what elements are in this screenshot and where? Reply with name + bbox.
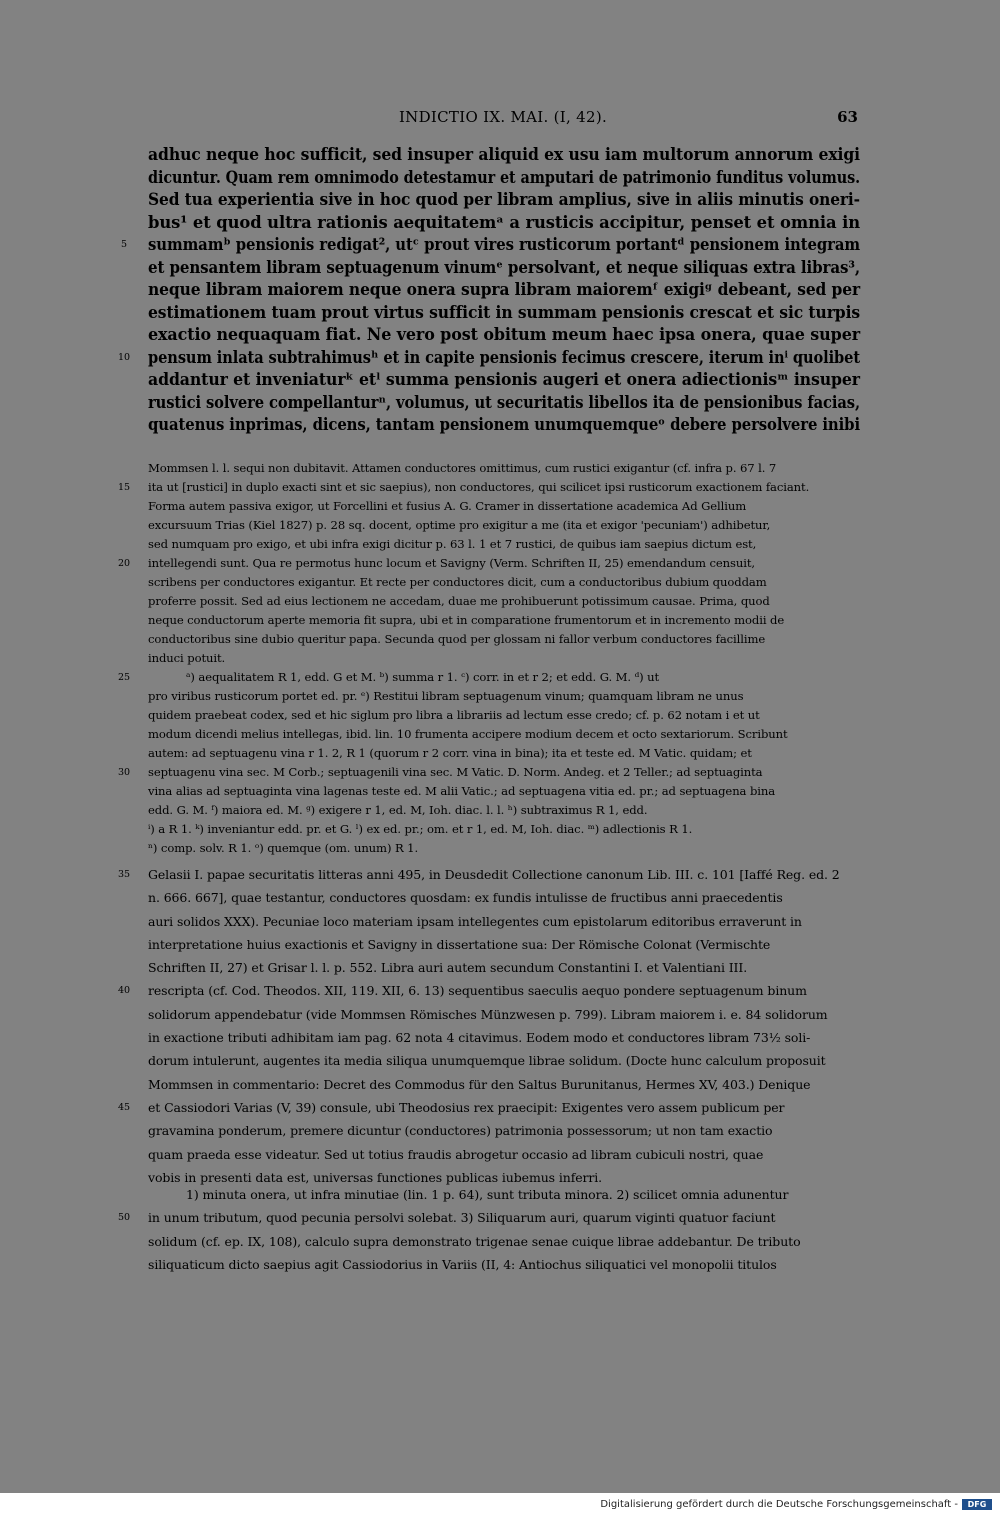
line-text: interpretatione huius exactionis et Savigny in dissertatione sua: Der Römische Colonat (Vermischte xyxy=(148,936,771,952)
line-text: siliquaticum dicto saepius agit Cassiodorius in Variis (II, 4: Antiochus siliquatici vel monopolii titulos xyxy=(148,1256,777,1272)
line-number: 40 xyxy=(118,985,130,997)
running-title: INDICTIO IX. MAI. (I, 42). xyxy=(398,108,608,126)
text-line xyxy=(148,956,860,979)
main-text xyxy=(118,144,861,437)
line-text: summamᵇ pensionis redigat², utᶜ prout vires rusticorum portantᵈ pensionem integram xyxy=(148,235,860,254)
text-line xyxy=(148,497,860,516)
line-text: et Cassiodori Varias (V, 39) consule, ubi Theodosius rex praecipit: Exigentes vero assem publicum per xyxy=(148,1099,785,1115)
line-text: ⁿ) comp. solv. R 1. ᵒ) quemque (om. unum) R 1. xyxy=(148,841,419,855)
text-line xyxy=(148,706,860,725)
text-line xyxy=(148,744,860,763)
line-text: modum dicendi melius intellegas, ibid. lin. 10 frumenta accipere modium decem et octo sextariorum. Scribunt xyxy=(148,727,788,741)
line-text: scribens per conductores exigantur. Et recte per conductores dicit, cum a conductoribus dubium quoddam xyxy=(148,575,767,589)
text-line xyxy=(148,630,860,649)
line-text: conductoribus sine dubio queritur papa. Secunda quod per glossam ni fallor verbum conductores facillime xyxy=(148,632,766,646)
commentary-note xyxy=(118,863,860,1189)
dfg-logo-icon: DFG xyxy=(962,1499,992,1510)
text-line xyxy=(118,979,860,1002)
line-text: vobis in presenti data est, universas functiones publicas iubemus inferri. xyxy=(148,1169,603,1185)
text-line xyxy=(148,592,860,611)
line-text: ᵃ) aequalitatem R 1, edd. G et M. ᵇ) summa r 1. ᶜ) corr. in et r 2; et edd. G. M. ᵈ) ut xyxy=(186,670,660,684)
page-number: 63 xyxy=(837,108,858,126)
line-text: Forma autem passiva exigor, ut Forcellini et fusius A. G. Cramer in dissertatione academica Ad Gellium xyxy=(148,499,747,513)
text-line xyxy=(148,392,860,415)
line-text: dicuntur. Quam rem omnimodo detestamur et amputari de patrimonio funditus volumus. xyxy=(148,167,861,187)
text-line xyxy=(148,1143,860,1166)
text-line xyxy=(148,611,860,630)
text-line xyxy=(148,516,860,535)
line-text: Gelasii I. papae securitatis litteras anni 495, in Deusdedit Collectione canonum Lib. III. c. 101 [Iaffé Reg. ed. 2 xyxy=(148,867,840,882)
line-text: auri solidos XXX). Pecuniae loco materiam ipsam intellegentes cum epistolarum editoribus erraverunt in xyxy=(148,913,802,929)
text-line xyxy=(148,459,860,478)
text-line xyxy=(148,1253,860,1276)
line-text: quatenus inprimas, dicens, tantam pensionem unumquemqueᵒ debere persolvere inibi xyxy=(148,415,860,434)
text-line xyxy=(148,839,860,858)
line-text: bus¹ et quod ultra rationis aequitatemᵃ a rusticis accipitur, penset et omnia in xyxy=(148,212,861,232)
text-line xyxy=(148,535,860,554)
line-text: pensum inlata subtrahimusʰ et in capite pensionis fecimus crescere, iterum inⁱ quolibet xyxy=(148,347,861,367)
line-text: Schriften II, 27) et Grisar l. l. p. 552. Libra auri autem secundum Constantini I. et Valentiani III. xyxy=(148,960,748,976)
line-text: rustici solvere compellanturⁿ, volumus, ut securitatis libellos ita de pensionibus facias, xyxy=(148,392,860,412)
text-line xyxy=(148,1119,860,1142)
text-line xyxy=(148,687,860,706)
line-text: neque libram maiorem neque onera supra libram maioremᶠ exigiᵍ debeant, sed per xyxy=(148,280,861,299)
line-text: induci potuit. xyxy=(148,651,226,665)
line-text: Mommsen in commentario: Decret des Commodus für den Saltus Burunitanus, Hermes XV, 403.) Denique xyxy=(148,1076,811,1092)
line-text: addantur et inveniaturᵏ etˡ summa pensionis augeri et onera adiectionisᵐ insuper xyxy=(148,370,860,389)
text-line xyxy=(148,782,860,801)
line-text: solidorum appendebatur (vide Mommsen Römisches Münzwesen p. 799). Libram maiorem i. e. 84 solidorum xyxy=(148,1006,828,1022)
apparatus-criticus xyxy=(118,668,860,858)
line-text: exactio nequaquam fiat. Ne vero post obitum meum haec ipsa onera, quae super xyxy=(148,325,861,344)
line-number: 15 xyxy=(118,482,130,493)
text-line xyxy=(148,933,860,956)
text-line xyxy=(148,257,860,280)
text-line xyxy=(148,369,860,392)
text-line xyxy=(148,1073,860,1096)
critical-note xyxy=(118,459,860,668)
text-line xyxy=(118,863,860,886)
line-text: ⁱ) a R 1. ᵏ) inveniantur edd. pr. et G. ˡ) ex ed. pr.; om. et r 1, ed. M, Ioh. diac. ᵐ) adlectionis R 1. xyxy=(148,822,693,836)
line-text: adhuc neque hoc sufficit, sed insuper aliquid ex usu iam multorum annorum exigi xyxy=(148,145,861,164)
text-line xyxy=(148,910,860,933)
line-text: quidem praebeat codex, sed et hic siglum pro libra a librariis ad lectum esse credo; cf. p. 62 notam i et ut xyxy=(148,708,760,722)
line-text: gravamina ponderum, premere dicuntur (conductores) patrimonia possessorum; ut non tam exactio xyxy=(148,1123,773,1139)
line-text: septuagenu vina sec. M Corb.; septuagenili vina sec. M Vatic. D. Norm. Andeg. et 2 Teller.; ad septuaginta xyxy=(148,765,763,779)
text-line xyxy=(118,1096,860,1119)
line-text: proferre possit. Sed ad eius lectionem ne accedam, duae me prohibuerunt potissimum causae. Prima, quod xyxy=(148,594,770,608)
line-text: dorum intulerunt, augentes ita media siliqua unumquemque librae solidum. (Docte hunc calculum proposuit xyxy=(148,1053,826,1069)
text-line xyxy=(148,573,860,592)
line-number: 5 xyxy=(121,239,127,250)
line-number: 30 xyxy=(118,767,130,778)
line-text: rescripta (cf. Cod. Theodos. XII, 119. XII, 6. 13) sequentibus saeculis aequo pondere septuagenum binum xyxy=(148,983,807,999)
line-number: 10 xyxy=(118,351,130,363)
text-line xyxy=(118,668,860,687)
line-text: n. 666. 667], quae testantur, conductores quosdam: ex fundis intulisse de fructibus anni praecedentis xyxy=(148,890,783,906)
footer-bar xyxy=(0,1493,1000,1515)
numbered-footnotes xyxy=(118,1183,860,1276)
line-text: ita ut [rustici] in duplo exacti sint et sic saepius), non conductores, qui scilicet ipsi rusticorum exactionem faciant. xyxy=(148,480,810,494)
text-line xyxy=(148,279,860,302)
text-line xyxy=(148,324,860,347)
line-text: quam praeda esse videatur. Sed ut totius fraudis abrogetur occasio ad libram cubiculi nostri, quae xyxy=(148,1146,764,1162)
text-line xyxy=(148,414,860,437)
text-line xyxy=(148,167,860,190)
line-text: vina alias ad septuaginta vina lagenas teste ed. M alii Vatic.; ad septuagena vitia ed. pr.; ad septuagena bina xyxy=(148,784,776,798)
text-line xyxy=(148,1026,860,1049)
text-line xyxy=(148,212,860,235)
text-line xyxy=(148,886,860,909)
text-line xyxy=(148,725,860,744)
text-line xyxy=(121,234,860,257)
line-text: in unum tributum, quod pecunia persolvi solebat. 3) Siliquarum auri, quarum viginti quatuor faciunt xyxy=(148,1210,776,1226)
line-text: neque conductorum aperte memoria fit supra, ubi et in comparatione frumentorum et in incremento modii de xyxy=(148,613,785,627)
line-number: 45 xyxy=(118,1101,130,1113)
text-line xyxy=(148,189,860,212)
text-line xyxy=(118,478,860,497)
line-number: 35 xyxy=(118,869,130,880)
line-text: Sed tua experientia sive in hoc quod per libram amplius, sive in aliis minutis oneri- xyxy=(148,190,860,209)
text-line xyxy=(118,347,861,370)
text-line xyxy=(148,820,860,839)
line-text: et pensantem libram septuagenum vinumᵉ persolvant, et neque siliquas extra libras³, xyxy=(148,257,861,277)
text-line xyxy=(148,1183,860,1206)
text-line xyxy=(148,649,860,668)
text-line xyxy=(148,1049,860,1072)
text-line xyxy=(118,763,860,782)
line-text: estimationem tuam prout virtus sufficit in summam pensionis crescat et sic turpis xyxy=(148,302,861,322)
footer-credit: Digitalisierung gefördert durch die Deutsche Forschungsgemeinschaft - xyxy=(600,1498,958,1510)
line-text: excursuum Trias (Kiel 1827) p. 28 sq. docent, optime pro exigitur a me (ita et exigor 'pecuniam') adhibetur, xyxy=(148,518,771,532)
page-header xyxy=(148,108,858,130)
text-line xyxy=(118,554,860,573)
line-text: autem: ad septuagenu vina r 1. 2, R 1 (quorum r 2 corr. vina in bina); ita et teste ed. M Vatic. quidam; et xyxy=(148,746,752,760)
line-text: sed numquam pro exigo, et ubi infra exigi dicitur p. 63 l. 1 et 7 rustici, de quibus iam saepius dictum est, xyxy=(148,537,757,551)
line-text: 1) minuta onera, ut infra minutiae (lin. 1 p. 64), sunt tributa minora. 2) scilicet omnia adunentur xyxy=(186,1187,789,1202)
line-text: solidum (cf. ep. IX, 108), calculo supra demonstrato trigenae senae cuique librae addebantur. De tributo xyxy=(148,1233,801,1249)
text-line xyxy=(148,1230,860,1253)
line-number: 20 xyxy=(118,558,130,569)
text-line xyxy=(148,801,860,820)
line-text: intellegendi sunt. Qua re permotus hunc locum et Savigny (Verm. Schriften II, 25) emendandum censuit, xyxy=(148,556,755,570)
text-line xyxy=(148,1003,860,1026)
line-number: 50 xyxy=(118,1212,130,1224)
text-line xyxy=(148,302,860,325)
line-text: pro viribus rusticorum portet ed. pr. ᵉ) Restitui libram septuagenum vinum; quamquam libram ne unus xyxy=(148,689,744,703)
line-text: in exactione tributi adhibitam iam pag. 62 nota 4 citavimus. Eodem modo et conductores libram 73½ soli- xyxy=(148,1030,811,1046)
line-text: Mommsen l. l. sequi non dubitavit. Attamen conductores omittimus, cum rustici exigantur (cf. infra p. 67 l. 7 xyxy=(148,461,777,475)
text-line xyxy=(118,1206,860,1229)
text-line xyxy=(148,144,860,167)
line-text: edd. G. M. ᶠ) maiora ed. M. ᵍ) exigere r 1, ed. M, Ioh. diac. l. l. ʰ) subtraximus R 1, edd. xyxy=(148,803,648,817)
line-number: 25 xyxy=(118,672,130,683)
